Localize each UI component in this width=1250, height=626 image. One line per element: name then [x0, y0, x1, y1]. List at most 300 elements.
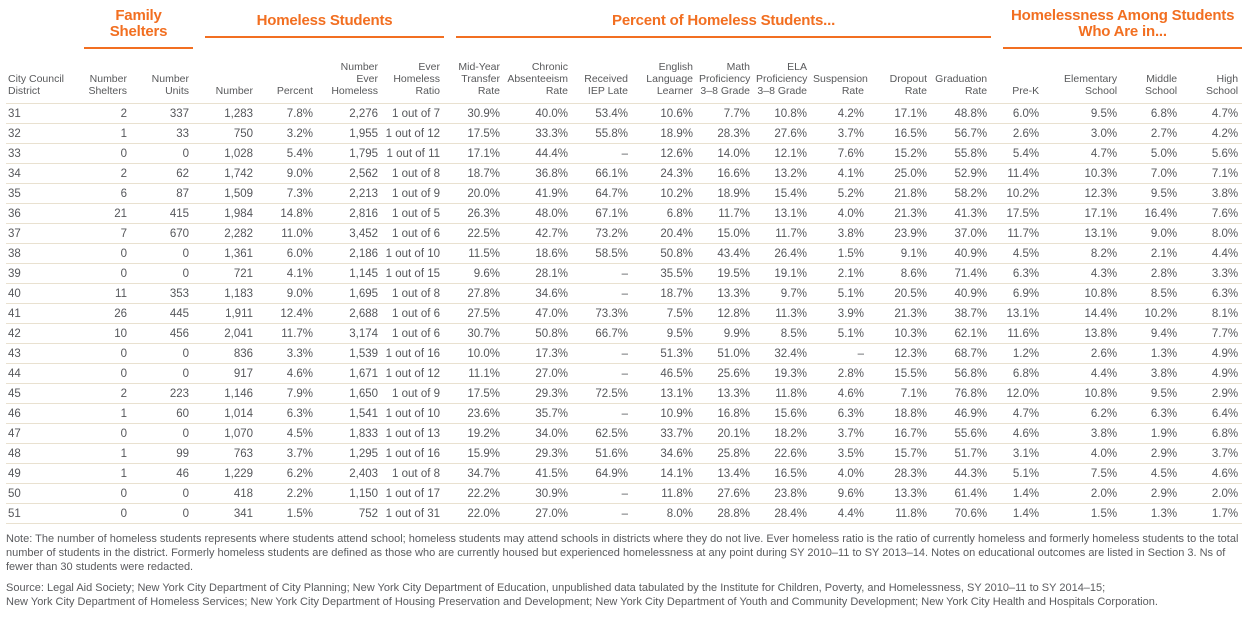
value-cell: 17.1%	[868, 104, 931, 124]
value-cell: 4.5%	[257, 424, 317, 444]
value-cell: 7.0%	[1121, 164, 1181, 184]
value-cell: 70.6%	[931, 504, 991, 524]
column-header: High School	[1181, 49, 1242, 104]
value-cell: 4.9%	[1181, 364, 1242, 384]
value-cell: 25.6%	[697, 364, 754, 384]
value-cell: 12.4%	[257, 304, 317, 324]
column-header: Middle School	[1121, 49, 1181, 104]
value-cell: 18.9%	[632, 124, 697, 144]
value-cell: 1.3%	[1121, 344, 1181, 364]
value-cell: 1,541	[317, 404, 382, 424]
district-cell: 46	[6, 404, 84, 424]
value-cell: 1 out of 12	[382, 124, 444, 144]
value-cell: 353	[131, 284, 193, 304]
table-row	[6, 364, 1242, 384]
value-cell: 32.4%	[754, 344, 811, 364]
value-cell: 11.8%	[754, 384, 811, 404]
value-cell: 12.8%	[697, 304, 754, 324]
value-cell: 7.1%	[868, 384, 931, 404]
column-header: Mid-Year Transfer Rate	[444, 49, 504, 104]
value-cell: 1,150	[317, 484, 382, 504]
value-cell: 20.4%	[632, 224, 697, 244]
district-cell: 34	[6, 164, 84, 184]
value-cell: 41.3%	[931, 204, 991, 224]
table-row	[6, 124, 1242, 144]
value-cell: 30.9%	[504, 484, 572, 504]
value-cell: 1,671	[317, 364, 382, 384]
value-cell: 67.1%	[572, 204, 632, 224]
value-cell: 62.1%	[931, 324, 991, 344]
value-cell: 2.6%	[991, 124, 1043, 144]
group-header	[193, 6, 444, 49]
value-cell: 4.9%	[1181, 344, 1242, 364]
value-cell: 34.7%	[444, 464, 504, 484]
value-cell: 7.6%	[811, 144, 868, 164]
value-cell: 1,911	[193, 304, 257, 324]
value-cell: 223	[131, 384, 193, 404]
value-cell: 1,539	[317, 344, 382, 364]
table-row	[6, 184, 1242, 204]
value-cell: 8.0%	[632, 504, 697, 524]
value-cell: 18.2%	[754, 424, 811, 444]
value-cell: 11.7%	[257, 324, 317, 344]
value-cell: 11.3%	[754, 304, 811, 324]
value-cell: 64.7%	[572, 184, 632, 204]
group-header-row	[6, 6, 1242, 49]
value-cell: 40.0%	[504, 104, 572, 124]
value-cell: 4.7%	[1043, 144, 1121, 164]
value-cell: 19.1%	[754, 264, 811, 284]
column-header: Pre-K	[991, 49, 1043, 104]
value-cell: 6.2%	[257, 464, 317, 484]
value-cell: 33.3%	[504, 124, 572, 144]
value-cell: 4.0%	[1043, 444, 1121, 464]
value-cell: 2.2%	[257, 484, 317, 504]
value-cell: 15.7%	[868, 444, 931, 464]
value-cell: 27.0%	[504, 504, 572, 524]
value-cell: 19.2%	[444, 424, 504, 444]
group-header	[444, 6, 991, 49]
value-cell: 2,213	[317, 184, 382, 204]
value-cell: 2.7%	[1121, 124, 1181, 144]
value-cell: 11.0%	[257, 224, 317, 244]
district-cell: 50	[6, 484, 84, 504]
source-line-2: New York City Department of Homeless Services; New York City Department of Housing Preservation and Development; New York City Department of Youth and Community Development; New York City Health and Hospitals Corporation.	[6, 596, 1158, 608]
value-cell: –	[811, 344, 868, 364]
value-cell: 1.5%	[811, 244, 868, 264]
value-cell: 17.1%	[1043, 204, 1121, 224]
value-cell: 8.2%	[1043, 244, 1121, 264]
district-cell: 44	[6, 364, 84, 384]
value-cell: 670	[131, 224, 193, 244]
value-cell: 51.0%	[697, 344, 754, 364]
value-cell: 445	[131, 304, 193, 324]
district-cell: 43	[6, 344, 84, 364]
value-cell: 2.9%	[1181, 384, 1242, 404]
value-cell: 1.4%	[991, 484, 1043, 504]
value-cell: 17.1%	[444, 144, 504, 164]
value-cell: 28.4%	[754, 504, 811, 524]
value-cell: 2,688	[317, 304, 382, 324]
value-cell: 28.1%	[504, 264, 572, 284]
value-cell: 1	[84, 124, 131, 144]
value-cell: 8.5%	[1121, 284, 1181, 304]
value-cell: 68.7%	[931, 344, 991, 364]
column-header: Dropout Rate	[868, 49, 931, 104]
district-cell: 35	[6, 184, 84, 204]
value-cell: 14.0%	[697, 144, 754, 164]
district-cell: 32	[6, 124, 84, 144]
value-cell: 1 out of 6	[382, 324, 444, 344]
table-row	[6, 164, 1242, 184]
value-cell: 0	[84, 424, 131, 444]
value-cell: 13.1%	[632, 384, 697, 404]
value-cell: 5.6%	[1181, 144, 1242, 164]
value-cell: 0	[84, 244, 131, 264]
value-cell: 2,816	[317, 204, 382, 224]
value-cell: 16.6%	[697, 164, 754, 184]
value-cell: 1,146	[193, 384, 257, 404]
value-cell: –	[572, 484, 632, 504]
value-cell: 7.1%	[1181, 164, 1242, 184]
value-cell: 1 out of 11	[382, 144, 444, 164]
value-cell: 13.1%	[991, 304, 1043, 324]
value-cell: 6.9%	[991, 284, 1043, 304]
value-cell: 21	[84, 204, 131, 224]
value-cell: 13.1%	[1043, 224, 1121, 244]
value-cell: 7	[84, 224, 131, 244]
value-cell: 1,509	[193, 184, 257, 204]
value-cell: 13.3%	[697, 384, 754, 404]
value-cell: –	[572, 344, 632, 364]
value-cell: 10.2%	[991, 184, 1043, 204]
column-header: Percent	[257, 49, 317, 104]
value-cell: 1,028	[193, 144, 257, 164]
column-header: Suspension Rate	[811, 49, 868, 104]
value-cell: 9.6%	[444, 264, 504, 284]
value-cell: 21.3%	[868, 204, 931, 224]
value-cell: 3.3%	[257, 344, 317, 364]
value-cell: 1 out of 31	[382, 504, 444, 524]
value-cell: 13.2%	[754, 164, 811, 184]
value-cell: 5.4%	[991, 144, 1043, 164]
value-cell: 19.5%	[697, 264, 754, 284]
value-cell: 7.7%	[697, 104, 754, 124]
value-cell: 2,276	[317, 104, 382, 124]
value-cell: 58.5%	[572, 244, 632, 264]
value-cell: 22.5%	[444, 224, 504, 244]
value-cell: 3,174	[317, 324, 382, 344]
value-cell: 64.9%	[572, 464, 632, 484]
value-cell: 51.6%	[572, 444, 632, 464]
value-cell: 1,650	[317, 384, 382, 404]
value-cell: 3.3%	[1181, 264, 1242, 284]
value-cell: 1 out of 6	[382, 304, 444, 324]
value-cell: 17.5%	[991, 204, 1043, 224]
value-cell: 11.8%	[868, 504, 931, 524]
value-cell: 1 out of 5	[382, 204, 444, 224]
district-cell: 48	[6, 444, 84, 464]
value-cell: 6.3%	[1121, 404, 1181, 424]
value-cell: 15.5%	[868, 364, 931, 384]
column-header: Chronic Absenteeism Rate	[504, 49, 572, 104]
value-cell: 6	[84, 184, 131, 204]
value-cell: 11.8%	[632, 484, 697, 504]
value-cell: 18.9%	[697, 184, 754, 204]
value-cell: 0	[131, 424, 193, 444]
table-row	[6, 284, 1242, 304]
value-cell: 6.0%	[991, 104, 1043, 124]
column-header: ELA Proficiency 3–8 Grade	[754, 49, 811, 104]
column-header: Ever Homeless Ratio	[382, 49, 444, 104]
column-header: Received IEP Late	[572, 49, 632, 104]
value-cell: 9.5%	[1043, 104, 1121, 124]
value-cell: 11.6%	[991, 324, 1043, 344]
value-cell: 4.4%	[1043, 364, 1121, 384]
value-cell: 8.6%	[868, 264, 931, 284]
table-row	[6, 504, 1242, 524]
value-cell: 30.9%	[444, 104, 504, 124]
value-cell: 7.3%	[257, 184, 317, 204]
value-cell: 2,403	[317, 464, 382, 484]
value-cell: 1,070	[193, 424, 257, 444]
value-cell: 0	[84, 484, 131, 504]
value-cell: 22.2%	[444, 484, 504, 504]
value-cell: 0	[131, 504, 193, 524]
value-cell: 24.3%	[632, 164, 697, 184]
value-cell: 2.1%	[1121, 244, 1181, 264]
value-cell: 12.0%	[991, 384, 1043, 404]
value-cell: 3.2%	[257, 124, 317, 144]
value-cell: 4.6%	[811, 384, 868, 404]
value-cell: 3.1%	[991, 444, 1043, 464]
value-cell: 7.5%	[1043, 464, 1121, 484]
value-cell: 7.7%	[1181, 324, 1242, 344]
value-cell: 61.4%	[931, 484, 991, 504]
value-cell: 27.6%	[697, 484, 754, 504]
value-cell: 0	[131, 244, 193, 264]
value-cell: 4.6%	[257, 364, 317, 384]
value-cell: 11.7%	[991, 224, 1043, 244]
value-cell: 1 out of 17	[382, 484, 444, 504]
value-cell: 56.7%	[931, 124, 991, 144]
value-cell: 1.5%	[257, 504, 317, 524]
value-cell: 12.6%	[632, 144, 697, 164]
value-cell: 337	[131, 104, 193, 124]
value-cell: 1 out of 13	[382, 424, 444, 444]
value-cell: 11	[84, 284, 131, 304]
value-cell: 10	[84, 324, 131, 344]
value-cell: 1,361	[193, 244, 257, 264]
table-body	[6, 104, 1242, 524]
district-cell: 45	[6, 384, 84, 404]
value-cell: 51.7%	[931, 444, 991, 464]
value-cell: 26	[84, 304, 131, 324]
value-cell: 2.8%	[811, 364, 868, 384]
district-cell: 41	[6, 304, 84, 324]
value-cell: 33.7%	[632, 424, 697, 444]
value-cell: 28.8%	[697, 504, 754, 524]
value-cell: 6.2%	[1043, 404, 1121, 424]
value-cell: 6.8%	[1121, 104, 1181, 124]
table-row	[6, 144, 1242, 164]
district-cell: 42	[6, 324, 84, 344]
value-cell: 51.3%	[632, 344, 697, 364]
value-cell: 6.8%	[1181, 424, 1242, 444]
value-cell: 10.9%	[632, 404, 697, 424]
value-cell: 17.5%	[444, 384, 504, 404]
value-cell: –	[572, 284, 632, 304]
value-cell: 3.5%	[811, 444, 868, 464]
value-cell: 23.9%	[868, 224, 931, 244]
value-cell: 50.8%	[504, 324, 572, 344]
value-cell: 1,984	[193, 204, 257, 224]
value-cell: 836	[193, 344, 257, 364]
value-cell: 72.5%	[572, 384, 632, 404]
value-cell: 721	[193, 264, 257, 284]
value-cell: 0	[131, 364, 193, 384]
value-cell: 1 out of 8	[382, 164, 444, 184]
value-cell: 15.2%	[868, 144, 931, 164]
value-cell: 7.8%	[257, 104, 317, 124]
value-cell: 5.1%	[811, 284, 868, 304]
value-cell: 12.3%	[868, 344, 931, 364]
value-cell: 20.0%	[444, 184, 504, 204]
value-cell: 2	[84, 104, 131, 124]
value-cell: 13.3%	[868, 484, 931, 504]
value-cell: 3.0%	[1043, 124, 1121, 144]
value-cell: 3.7%	[257, 444, 317, 464]
value-cell: 415	[131, 204, 193, 224]
district-cell: 36	[6, 204, 84, 224]
district-cell: 33	[6, 144, 84, 164]
table-header	[6, 6, 1242, 104]
value-cell: 1 out of 6	[382, 224, 444, 244]
value-cell: 44.3%	[931, 464, 991, 484]
value-cell: –	[572, 364, 632, 384]
value-cell: 0	[131, 264, 193, 284]
value-cell: 87	[131, 184, 193, 204]
value-cell: 0	[131, 344, 193, 364]
group-header	[6, 6, 84, 49]
value-cell: 28.3%	[868, 464, 931, 484]
value-cell: 52.9%	[931, 164, 991, 184]
value-cell: 1,695	[317, 284, 382, 304]
value-cell: 11.5%	[444, 244, 504, 264]
value-cell: 7.6%	[1181, 204, 1242, 224]
value-cell: 13.3%	[697, 284, 754, 304]
table-row	[6, 244, 1242, 264]
value-cell: 10.8%	[1043, 284, 1121, 304]
value-cell: 2,041	[193, 324, 257, 344]
table-row	[6, 344, 1242, 364]
group-header-label: Family Shelters	[84, 6, 193, 49]
value-cell: 6.3%	[811, 404, 868, 424]
value-cell: 46.5%	[632, 364, 697, 384]
value-cell: 27.6%	[754, 124, 811, 144]
value-cell: 34.6%	[632, 444, 697, 464]
value-cell: 9.5%	[632, 324, 697, 344]
value-cell: 1 out of 7	[382, 104, 444, 124]
value-cell: 9.7%	[754, 284, 811, 304]
value-cell: 28.3%	[697, 124, 754, 144]
value-cell: 1,014	[193, 404, 257, 424]
value-cell: 36.8%	[504, 164, 572, 184]
district-cell: 49	[6, 464, 84, 484]
value-cell: 2.6%	[1043, 344, 1121, 364]
value-cell: 20.5%	[868, 284, 931, 304]
value-cell: 23.8%	[754, 484, 811, 504]
value-cell: 750	[193, 124, 257, 144]
value-cell: 58.2%	[931, 184, 991, 204]
value-cell: 2.8%	[1121, 264, 1181, 284]
value-cell: 27.8%	[444, 284, 504, 304]
value-cell: 2	[84, 164, 131, 184]
value-cell: 4.1%	[257, 264, 317, 284]
value-cell: 23.6%	[444, 404, 504, 424]
value-cell: 16.7%	[868, 424, 931, 444]
value-cell: 9.5%	[1121, 384, 1181, 404]
district-cell: 51	[6, 504, 84, 524]
value-cell: 4.0%	[811, 204, 868, 224]
value-cell: 29.3%	[504, 384, 572, 404]
value-cell: 21.8%	[868, 184, 931, 204]
table-row	[6, 324, 1242, 344]
value-cell: 1 out of 12	[382, 364, 444, 384]
value-cell: 8.0%	[1181, 224, 1242, 244]
table-row	[6, 404, 1242, 424]
value-cell: 1	[84, 464, 131, 484]
value-cell: 10.3%	[1043, 164, 1121, 184]
value-cell: –	[572, 404, 632, 424]
value-cell: –	[572, 504, 632, 524]
value-cell: 2.9%	[1121, 484, 1181, 504]
value-cell: 1 out of 8	[382, 464, 444, 484]
value-cell: 4.6%	[991, 424, 1043, 444]
value-cell: 1,229	[193, 464, 257, 484]
value-cell: 5.1%	[811, 324, 868, 344]
value-cell: 1 out of 10	[382, 404, 444, 424]
value-cell: 16.5%	[754, 464, 811, 484]
column-header: Math Proficiency 3–8 Grade	[697, 49, 754, 104]
value-cell: 4.7%	[991, 404, 1043, 424]
value-cell: 9.1%	[868, 244, 931, 264]
value-cell: 71.4%	[931, 264, 991, 284]
value-cell: 19.3%	[754, 364, 811, 384]
value-cell: 5.2%	[811, 184, 868, 204]
value-cell: 1	[84, 404, 131, 424]
value-cell: 13.1%	[754, 204, 811, 224]
value-cell: 6.3%	[991, 264, 1043, 284]
value-cell: 42.7%	[504, 224, 572, 244]
data-table	[6, 6, 1242, 524]
source-text	[6, 581, 1242, 609]
value-cell: 53.4%	[572, 104, 632, 124]
value-cell: 60	[131, 404, 193, 424]
value-cell: 4.1%	[811, 164, 868, 184]
value-cell: 1.9%	[1121, 424, 1181, 444]
value-cell: 1,833	[317, 424, 382, 444]
value-cell: 1.3%	[1121, 504, 1181, 524]
value-cell: 15.4%	[754, 184, 811, 204]
value-cell: 10.8%	[1043, 384, 1121, 404]
value-cell: 55.6%	[931, 424, 991, 444]
value-cell: 62.5%	[572, 424, 632, 444]
value-cell: 4.5%	[991, 244, 1043, 264]
value-cell: 3.9%	[811, 304, 868, 324]
value-cell: 38.7%	[931, 304, 991, 324]
table-row	[6, 104, 1242, 124]
